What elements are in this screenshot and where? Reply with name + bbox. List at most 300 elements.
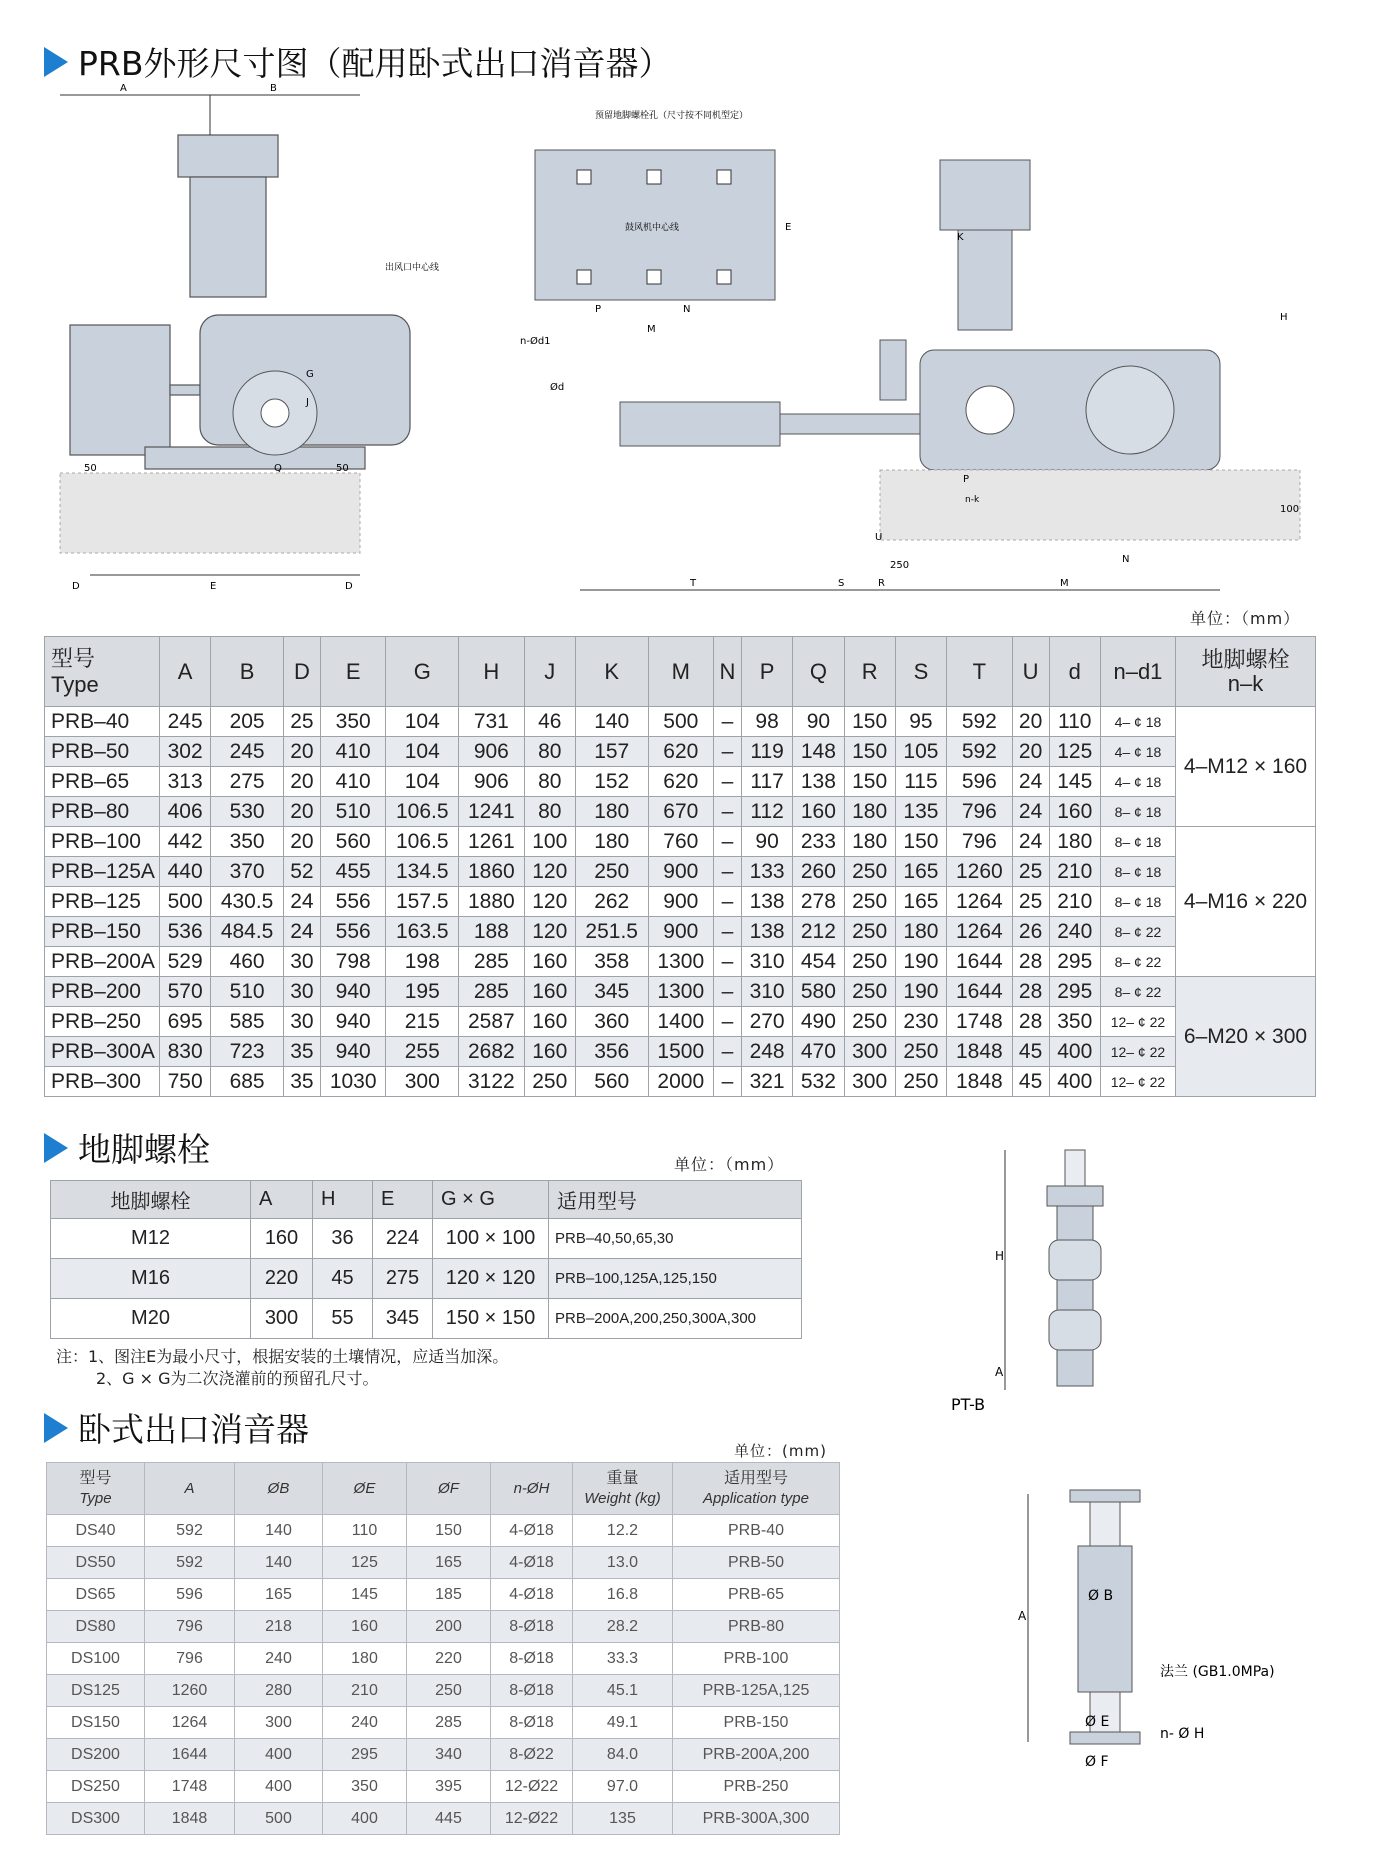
- triangle-bullet-icon: [44, 47, 68, 77]
- cell-app: PRB-40: [673, 1515, 840, 1547]
- cell-w: 84.0: [573, 1739, 673, 1771]
- cell-value: 195: [386, 977, 459, 1007]
- table-row: [51, 1259, 802, 1299]
- cell-value: 245: [211, 737, 284, 767]
- cell-a: 592: [145, 1547, 235, 1579]
- cell-e: 160: [323, 1611, 407, 1643]
- header-col: J: [524, 637, 575, 707]
- cell-value: 4– ¢ 18: [1100, 767, 1175, 797]
- header-gg: G × G: [433, 1181, 549, 1219]
- cell-value: –: [714, 737, 742, 767]
- cell-value: 90: [793, 707, 844, 737]
- cell-value: 180: [575, 827, 648, 857]
- flange-bottom: [1070, 1732, 1140, 1744]
- cell-value: 310: [741, 977, 792, 1007]
- ground-right: [880, 470, 1300, 540]
- table-row: [45, 797, 1316, 827]
- cell-value: 20: [283, 737, 320, 767]
- cell-value: 560: [320, 827, 386, 857]
- cell-value: 620: [648, 767, 714, 797]
- table-row: [45, 737, 1316, 767]
- cell-value: 262: [575, 887, 648, 917]
- cell-bolt: M12: [51, 1219, 251, 1259]
- cell-value: 500: [648, 707, 714, 737]
- cell-value: 940: [320, 977, 386, 1007]
- cell-value: 900: [648, 917, 714, 947]
- dim-label-g: G: [306, 369, 314, 380]
- cell-value: 230: [895, 1007, 946, 1037]
- cell-h: 8-Ø18: [491, 1643, 573, 1675]
- cell-app: PRB-200A,200: [673, 1739, 840, 1771]
- cell-type: DS150: [47, 1707, 145, 1739]
- cell-a: 592: [145, 1515, 235, 1547]
- cell-value: 585: [211, 1007, 284, 1037]
- cell-value: 24: [283, 917, 320, 947]
- shaft-hub: [261, 399, 289, 427]
- cell-value: 796: [947, 797, 1013, 827]
- cell-f: 395: [407, 1771, 491, 1803]
- header-col: n–d1: [1100, 637, 1175, 707]
- cell-value: 24: [1012, 827, 1049, 857]
- cell-value: 1241: [459, 797, 525, 827]
- cell-value: 8– ¢ 22: [1100, 947, 1175, 977]
- header-f: ØF: [407, 1463, 491, 1515]
- cell-e: 400: [323, 1803, 407, 1835]
- inlet-pipe: [190, 177, 266, 297]
- cell-value: 1400: [648, 1007, 714, 1037]
- cell-value: 484.5: [211, 917, 284, 947]
- cell-a: 1848: [145, 1803, 235, 1835]
- cell-value: 30: [283, 977, 320, 1007]
- cell-value: 8– ¢ 18: [1100, 857, 1175, 887]
- cell-value: 125: [1049, 737, 1100, 767]
- cell-value: 830: [160, 1037, 211, 1067]
- cell-value: 313: [160, 767, 211, 797]
- cell-e: 275: [373, 1259, 433, 1299]
- table-row: [45, 887, 1316, 917]
- cell-value: 8– ¢ 22: [1100, 917, 1175, 947]
- cell-value: 1500: [648, 1037, 714, 1067]
- cell-value: 205: [211, 707, 284, 737]
- cell-b: 500: [235, 1803, 323, 1835]
- header-app: 适用型号 Application type: [673, 1463, 840, 1515]
- cell-type: PRB–65: [45, 767, 160, 797]
- cell-value: 723: [211, 1037, 284, 1067]
- cell-e: 125: [323, 1547, 407, 1579]
- silencer-table-header: [47, 1463, 840, 1515]
- dim-label-50-left: 50: [84, 463, 97, 474]
- cell-value: 8– ¢ 18: [1100, 827, 1175, 857]
- cell-w: 49.1: [573, 1707, 673, 1739]
- table-row: [47, 1579, 840, 1611]
- cell-value: 160: [793, 797, 844, 827]
- cell-value: 1644: [947, 947, 1013, 977]
- cell-value: 670: [648, 797, 714, 827]
- cell-value: 95: [895, 707, 946, 737]
- cell-value: 106.5: [386, 827, 459, 857]
- cell-value: 260: [793, 857, 844, 887]
- silencer-drawing: [1010, 1480, 1310, 1780]
- cell-value: 112: [741, 797, 792, 827]
- cell-a: 796: [145, 1611, 235, 1643]
- dimension-table: [44, 636, 1316, 1097]
- cell-type: DS50: [47, 1547, 145, 1579]
- label-nk: n-k: [965, 495, 980, 505]
- cell-value: 104: [386, 707, 459, 737]
- cell-a: 596: [145, 1579, 235, 1611]
- bolt-label-ptb: PT-B: [951, 1395, 986, 1414]
- table-row: [51, 1299, 802, 1339]
- cell-value: 255: [386, 1037, 459, 1067]
- header-col: R: [844, 637, 895, 707]
- cell-value: 138: [793, 767, 844, 797]
- bolt-table-header: [51, 1181, 802, 1219]
- cell-value: 240: [1049, 917, 1100, 947]
- cell-value: 12– ¢ 22: [1100, 1067, 1175, 1097]
- cell-value: 100: [524, 827, 575, 857]
- cell-bolt: M16: [51, 1259, 251, 1299]
- cell-value: 940: [320, 1007, 386, 1037]
- label-outlet-center: 出风口中心线: [385, 263, 440, 273]
- cell-b: 140: [235, 1515, 323, 1547]
- cell-value: 345: [575, 977, 648, 1007]
- cell-value: 250: [895, 1067, 946, 1097]
- cell-value: 2682: [459, 1037, 525, 1067]
- bolt-thread: [1065, 1150, 1085, 1190]
- cell-e: 210: [323, 1675, 407, 1707]
- cell-value: 250: [844, 1007, 895, 1037]
- silencer-table-body: [47, 1515, 840, 1835]
- cell-type: DS65: [47, 1579, 145, 1611]
- cell-value: 760: [648, 827, 714, 857]
- cell-value: 45: [1012, 1037, 1049, 1067]
- cell-f: 445: [407, 1803, 491, 1835]
- table-row: [45, 1007, 1316, 1037]
- cell-value: 906: [459, 767, 525, 797]
- cell-h: 55: [313, 1299, 373, 1339]
- cell-value: 1261: [459, 827, 525, 857]
- cell-value: 138: [741, 917, 792, 947]
- cell-value: 160: [1049, 797, 1100, 827]
- cell-value: 245: [160, 707, 211, 737]
- label-od: Ød: [550, 382, 565, 393]
- cell-value: 210: [1049, 887, 1100, 917]
- cell-value: 796: [947, 827, 1013, 857]
- plan-label-m: M: [647, 324, 656, 335]
- cell-f: 200: [407, 1611, 491, 1643]
- cell-bolt: M20: [51, 1299, 251, 1339]
- header-col: T: [947, 637, 1013, 707]
- cell-value: 300: [844, 1037, 895, 1067]
- cell-app: PRB–200A,200,250,300A,300: [549, 1299, 802, 1339]
- cell-b: 140: [235, 1547, 323, 1579]
- cell-value: 560: [575, 1067, 648, 1097]
- cell-type: PRB–50: [45, 737, 160, 767]
- silencer-table: [46, 1462, 840, 1835]
- cell-h: 12-Ø22: [491, 1771, 573, 1803]
- cell-a: 1260: [145, 1675, 235, 1707]
- neck-top: [1090, 1502, 1120, 1546]
- table-row: [47, 1707, 840, 1739]
- cell-value: 104: [386, 737, 459, 767]
- cell-b: 300: [235, 1707, 323, 1739]
- cell-value: 592: [947, 737, 1013, 767]
- cell-bolt-group: 6–M20 × 300: [1176, 977, 1316, 1097]
- motor-housing: [70, 325, 170, 455]
- unit-label-bolts: 单位：（mm）: [674, 1155, 785, 1174]
- dimension-table-header: [45, 637, 1316, 707]
- label-100: 100: [1280, 504, 1300, 515]
- cell-value: 28: [1012, 1007, 1049, 1037]
- cell-type: DS100: [47, 1643, 145, 1675]
- outlet-pipe: [780, 414, 920, 434]
- dim-label-d-left: D: [72, 581, 80, 592]
- cell-value: 20: [283, 767, 320, 797]
- cell-a: 1644: [145, 1739, 235, 1771]
- cell-value: 906: [459, 737, 525, 767]
- cell-type: DS200: [47, 1739, 145, 1771]
- cell-value: 133: [741, 857, 792, 887]
- cell-e: 110: [323, 1515, 407, 1547]
- cell-value: 2587: [459, 1007, 525, 1037]
- cell-value: 210: [1049, 857, 1100, 887]
- cell-value: –: [714, 707, 742, 737]
- cell-value: 250: [844, 887, 895, 917]
- cell-value: 105: [895, 737, 946, 767]
- cell-value: 157.5: [386, 887, 459, 917]
- cell-value: 940: [320, 1037, 386, 1067]
- cell-value: –: [714, 977, 742, 1007]
- cell-value: 500: [160, 887, 211, 917]
- cell-value: 52: [283, 857, 320, 887]
- silencer-label-f: Ø F: [1085, 1754, 1109, 1770]
- bolt-drawing: [945, 1120, 1145, 1414]
- cell-a: 300: [251, 1299, 313, 1339]
- flange-top: [1070, 1490, 1140, 1502]
- cell-value: 1880: [459, 887, 525, 917]
- cell-value: 556: [320, 887, 386, 917]
- header-col: S: [895, 637, 946, 707]
- cell-value: 536: [160, 917, 211, 947]
- cell-value: 556: [320, 917, 386, 947]
- cell-value: 134.5: [386, 857, 459, 887]
- cell-value: 592: [947, 707, 1013, 737]
- cell-value: 510: [211, 977, 284, 1007]
- cell-gg: 120 × 120: [433, 1259, 549, 1299]
- cell-value: 490: [793, 1007, 844, 1037]
- cell-w: 16.8: [573, 1579, 673, 1611]
- dim-label-50-right: 50: [336, 463, 349, 474]
- cell-value: 2000: [648, 1067, 714, 1097]
- header-h: n-ØH: [491, 1463, 573, 1515]
- header-col: E: [320, 637, 386, 707]
- cell-value: 198: [386, 947, 459, 977]
- label-foundation-hole: 预留地脚螺栓孔（尺寸按不同机型定）: [595, 111, 749, 121]
- header-type: 型号 Type: [45, 637, 160, 707]
- cell-value: 212: [793, 917, 844, 947]
- label-s: S: [838, 578, 845, 589]
- cell-value: 145: [1049, 767, 1100, 797]
- cell-value: 46: [524, 707, 575, 737]
- cell-value: 406: [160, 797, 211, 827]
- cell-value: 80: [524, 767, 575, 797]
- cell-h: 4-Ø18: [491, 1515, 573, 1547]
- cell-value: 1300: [648, 947, 714, 977]
- cell-value: 165: [895, 887, 946, 917]
- cell-value: 250: [844, 947, 895, 977]
- cell-w: 28.2: [573, 1611, 673, 1643]
- cell-value: 532: [793, 1067, 844, 1097]
- dimension-table-body: [45, 707, 1316, 1097]
- cell-value: 250: [575, 857, 648, 887]
- cell-value: 250: [844, 977, 895, 1007]
- cell-type: PRB–250: [45, 1007, 160, 1037]
- cell-value: –: [714, 797, 742, 827]
- header-a: A: [145, 1463, 235, 1515]
- cell-value: 12– ¢ 22: [1100, 1037, 1175, 1067]
- cell-type: PRB–200A: [45, 947, 160, 977]
- cell-value: 442: [160, 827, 211, 857]
- cell-value: 798: [320, 947, 386, 977]
- cell-a: 1748: [145, 1771, 235, 1803]
- cell-type: DS125: [47, 1675, 145, 1707]
- plan-label-n: N: [683, 304, 691, 315]
- cell-value: 26: [1012, 917, 1049, 947]
- header-col: A: [160, 637, 211, 707]
- cell-h: 8-Ø18: [491, 1675, 573, 1707]
- cell-e: 350: [323, 1771, 407, 1803]
- cell-value: –: [714, 917, 742, 947]
- section-title-dimensions: PRB外形尺寸图（配用卧式出口消音器）: [44, 38, 671, 85]
- cell-bolt-group: 4–M16 × 220: [1176, 827, 1316, 977]
- cell-b: 400: [235, 1771, 323, 1803]
- cell-f: 340: [407, 1739, 491, 1771]
- table-row: [47, 1739, 840, 1771]
- cell-value: 180: [895, 917, 946, 947]
- cell-value: 160: [524, 947, 575, 977]
- cell-value: 140: [575, 707, 648, 737]
- cell-value: 455: [320, 857, 386, 887]
- cell-value: 135: [895, 797, 946, 827]
- cell-app: PRB-125A,125: [673, 1675, 840, 1707]
- bolt-ring-1: [1049, 1240, 1101, 1280]
- header-a: A: [251, 1181, 313, 1219]
- cell-value: 150: [844, 707, 895, 737]
- cell-b: 165: [235, 1579, 323, 1611]
- cell-h: 45: [313, 1259, 373, 1299]
- table-row: [45, 1037, 1316, 1067]
- silencer-top: [178, 135, 278, 177]
- cell-value: 570: [160, 977, 211, 1007]
- cell-value: 410: [320, 767, 386, 797]
- cell-a: 160: [251, 1219, 313, 1259]
- cell-type: PRB–300A: [45, 1037, 160, 1067]
- cell-value: 1260: [947, 857, 1013, 887]
- cell-value: 1300: [648, 977, 714, 1007]
- cell-value: 530: [211, 797, 284, 827]
- cell-value: 321: [741, 1067, 792, 1097]
- cell-value: 370: [211, 857, 284, 887]
- cell-value: –: [714, 887, 742, 917]
- bolt-nut: [1047, 1186, 1103, 1206]
- cell-value: 410: [320, 737, 386, 767]
- cell-value: 180: [844, 797, 895, 827]
- cell-type: PRB–150: [45, 917, 160, 947]
- header-bolt-size: 地脚螺栓: [51, 1181, 251, 1219]
- cell-value: 510: [320, 797, 386, 827]
- cell-value: 80: [524, 737, 575, 767]
- cell-value: 295: [1049, 947, 1100, 977]
- header-e: E: [373, 1181, 433, 1219]
- cell-value: 250: [895, 1037, 946, 1067]
- cell-value: 20: [1012, 707, 1049, 737]
- table-row: [45, 827, 1316, 857]
- table-row: [51, 1219, 802, 1259]
- cell-value: 12– ¢ 22: [1100, 1007, 1175, 1037]
- cell-h: 36: [313, 1219, 373, 1259]
- cell-value: 900: [648, 887, 714, 917]
- cell-value: –: [714, 857, 742, 887]
- label-nd1: n-Ød1: [520, 336, 551, 347]
- cell-value: 430.5: [211, 887, 284, 917]
- cell-type: PRB–40: [45, 707, 160, 737]
- cell-value: 275: [211, 767, 284, 797]
- cell-value: 1860: [459, 857, 525, 887]
- cell-value: 120: [524, 917, 575, 947]
- cell-type: PRB–125: [45, 887, 160, 917]
- note-2: 2、G × G为二次浇灌前的预留孔尺寸。: [96, 1369, 379, 1388]
- cell-value: 24: [283, 887, 320, 917]
- cell-type: DS250: [47, 1771, 145, 1803]
- cell-value: 356: [575, 1037, 648, 1067]
- cell-f: 250: [407, 1675, 491, 1707]
- cell-value: 285: [459, 947, 525, 977]
- cell-value: 25: [1012, 857, 1049, 887]
- cell-value: 138: [741, 887, 792, 917]
- cell-w: 13.0: [573, 1547, 673, 1579]
- header-col: P: [741, 637, 792, 707]
- header-app: 适用型号: [549, 1181, 802, 1219]
- front-view-drawing: [500, 140, 1320, 600]
- cell-value: 45: [1012, 1067, 1049, 1097]
- cell-value: 1848: [947, 1067, 1013, 1097]
- bolt-table-body: [51, 1219, 802, 1339]
- cell-value: –: [714, 1007, 742, 1037]
- cell-value: 150: [895, 827, 946, 857]
- dim-label-b: B: [270, 83, 277, 94]
- label-p: P: [963, 474, 970, 485]
- label-r: R: [878, 578, 885, 589]
- table-row: [47, 1643, 840, 1675]
- cell-w: 97.0: [573, 1771, 673, 1803]
- blower-rotor: [966, 386, 1014, 434]
- cell-f: 285: [407, 1707, 491, 1739]
- bolt-ring-2: [1049, 1310, 1101, 1350]
- table-row: [47, 1547, 840, 1579]
- label-250: 250: [890, 560, 910, 571]
- cell-b: 240: [235, 1643, 323, 1675]
- motor-fan: [1086, 366, 1174, 454]
- cell-app: PRB-300A,300: [673, 1803, 840, 1835]
- cell-value: 302: [160, 737, 211, 767]
- label-h: H: [1280, 312, 1288, 323]
- cell-a: 796: [145, 1643, 235, 1675]
- cell-value: 160: [524, 1007, 575, 1037]
- cell-value: 110: [1049, 707, 1100, 737]
- cell-value: 8– ¢ 18: [1100, 797, 1175, 827]
- cell-value: 685: [211, 1067, 284, 1097]
- cell-h: 4-Ø18: [491, 1547, 573, 1579]
